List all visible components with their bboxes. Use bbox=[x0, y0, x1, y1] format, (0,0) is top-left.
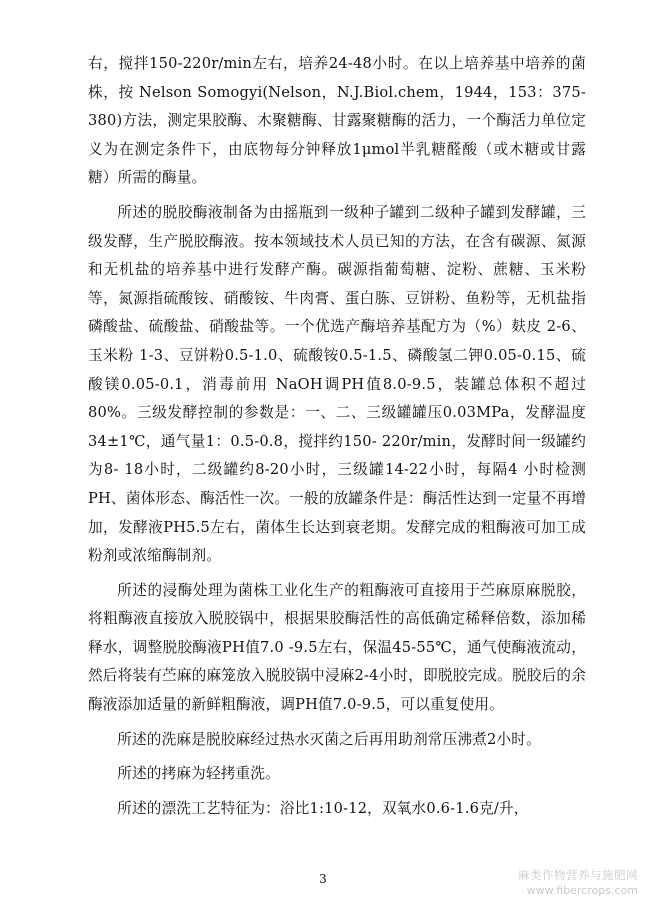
paragraph-5: 所述的拷麻为轻拷重洗。 bbox=[117, 765, 280, 783]
paragraph-2: 所述的脱胶酶液制备为由摇瓶到一级种子罐到二级种子罐到发酵罐，三级发酵，生产脱胶酶液。按本领域技术人员已知的方法，在含有碳源、氮源和无机盐的培养基中进行发酵产酶。碳源指葡萄糖、淀粉、蔗糖、玉米粉等，氮源指硫酸铵、硝酸铵、牛肉膏、蛋白胨、豆饼粉、鱼粉等，无机盐指磷酸盐、硫酸盐、硝酸盐等。一个优选产酶培养基配方为（%）麸皮 2-6、玉米粉 1-3、豆饼粉0.5-1.0、硫酸铵0.5-1.5、磷酸氢二钾0.05-0.15、硫酸镁0.05-0.1，消毒前用 NaOH调PH值8.0-9.5，装罐总体积不超过80%。三级发酵控制的参数是：一、二、三级罐罐压0.03MPa，发酵温度34±1℃，通气量1：0.5-0.8，搅拌约150- 220r/min，发酵时间一级罐约为8- 18小时，二级罐约8-20小时，三级罐14-22小时，每隔4 小时检测PH、菌体形态、酶活性一次。一般的放罐条件是：酶活性达到一定量不再增加，发酵液PH5.5左右，菌体生长达到衰老期。发酵完成的粗酶液可加工成粉剂或浓缩酶制剂。 bbox=[88, 203, 586, 565]
paragraph-4: 所述的洗麻是脱胶麻经过热水灭菌之后再用助剂常压沸煮2小时。 bbox=[117, 730, 541, 748]
paragraph-3: 所述的浸酶处理为菌株工业化生产的粗酶液可直接用于苎麻原麻脱胶，将粗酶液直接放入脱胶锅中，根据果胶酶活性的高低确定稀释倍数，添加稀释水，调整脱胶酶液PH值7.0 -9.5左右，保温45-55℃，通气使酶液流动，然后将装有苎麻的麻笼放入脱胶锅中浸麻2-4小时，即脱胶完成。脱胶后的余酶液添加适量的新鲜粗酶液，调PH值7.0-9.5，可以重复使用。 bbox=[88, 581, 586, 714]
watermark-site-name: 麻类作物营养与施肥网 bbox=[518, 868, 638, 882]
body-text bbox=[88, 50, 586, 823]
paragraph-1: 右，搅拌150-220r/min左右，培养24-48小时。在以上培养基中培养的菌株，按 Nelson Somogyi(Nelson，N.J.Biol.chem，1944，153：375-380)方法，测定果胶酶、木聚糖酶、甘露聚糖酶的活力，一个酶活力单位定义为在测定条件下，由底物每分钟释放1μmol半乳糖醛酸（或木糖或甘露糖）所需的酶量。 bbox=[88, 55, 586, 187]
paragraph-6: 所述的漂洗工艺特征为：浴比1:10-12，双氧水0.6-1.6克/升， bbox=[117, 799, 529, 817]
watermark-url: www.fibercrops.com bbox=[526, 884, 638, 897]
page-number: 3 bbox=[319, 872, 327, 886]
watermark bbox=[478, 868, 638, 898]
